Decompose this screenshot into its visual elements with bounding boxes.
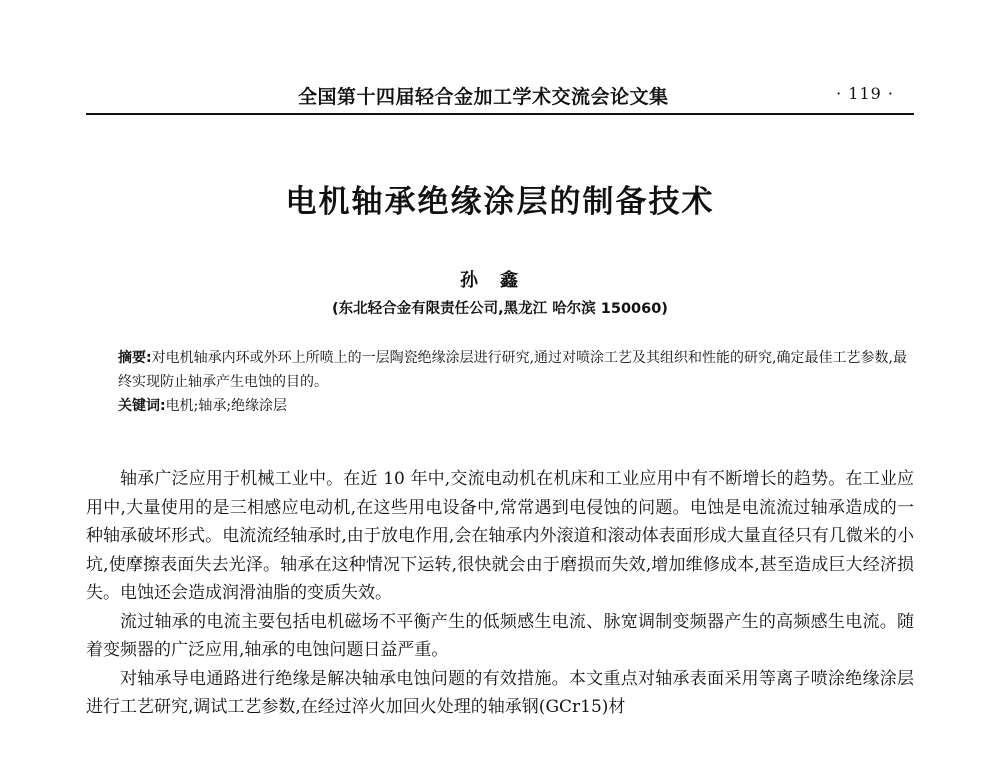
abstract-label: 摘要: xyxy=(118,350,152,366)
page-number: · 119 · xyxy=(836,84,894,103)
body-text xyxy=(86,465,914,722)
header-rule xyxy=(86,113,914,115)
abstract-text: 对电机轴承内环或外环上所喷上的一层陶瓷绝缘涂层进行研究,通过对喷涂工艺及其组织和性能的研究,确定最佳工艺参数,最终实现防止轴承产生电蚀的目的。 xyxy=(118,350,907,390)
keywords-text: 电机;轴承;绝缘涂层 xyxy=(165,398,288,414)
keywords-line xyxy=(118,394,908,418)
abstract-paragraph xyxy=(118,346,908,394)
running-header xyxy=(86,82,916,112)
abstract-block xyxy=(118,346,908,418)
keywords-label: 关键词: xyxy=(118,398,166,414)
author-affiliation: (东北轻合金有限责任公司,黑龙江 哈尔滨 150060) xyxy=(332,301,668,317)
body-paragraph-3: 对轴承导电通路进行绝缘是解决轴承电蚀问题的有效措施。本文重点对轴承表面采用等离子喷涂绝缘涂层进行工艺研究,调试工艺参数,在经过淬火加回火处理的轴承钢(GCr15)材 xyxy=(86,668,914,717)
body-paragraph-1: 轴承广泛应用于机械工业中。在近 10 年中,交流电动机在机床和工业应用中有不断增长的趋势。在工业应用中,大量使用的是三相感应电动机,在这些用电设备中,常常遇到电侵蚀的问题。电蚀是电流流过轴承造成的一种轴承破坏形式。电流流经轴承时,由于放电作用,会在轴承内外滚道和滚动体表面形成大量直径只有几微米的小坑,使摩擦表面失去光泽。轴承在这种情况下运转,很快就会由于磨损而失效,增加维修成本,甚至造成巨大经济损失。电蚀还会造成润滑油脂的变质失效。 xyxy=(86,469,914,603)
journal-title: 全国第十四届轻合金加工学术交流会论文集 xyxy=(298,86,669,108)
paper-title: 电机轴承绝缘涂层的制备技术 xyxy=(285,184,715,220)
author-name: 孙鑫 xyxy=(460,270,540,291)
body-paragraph-2: 流过轴承的电流主要包括电机磁场不平衡产生的低频感生电流、脉宽调制变频器产生的高频感生电流。随着变频器的广泛应用,轴承的电蚀问题日益严重。 xyxy=(86,611,914,660)
